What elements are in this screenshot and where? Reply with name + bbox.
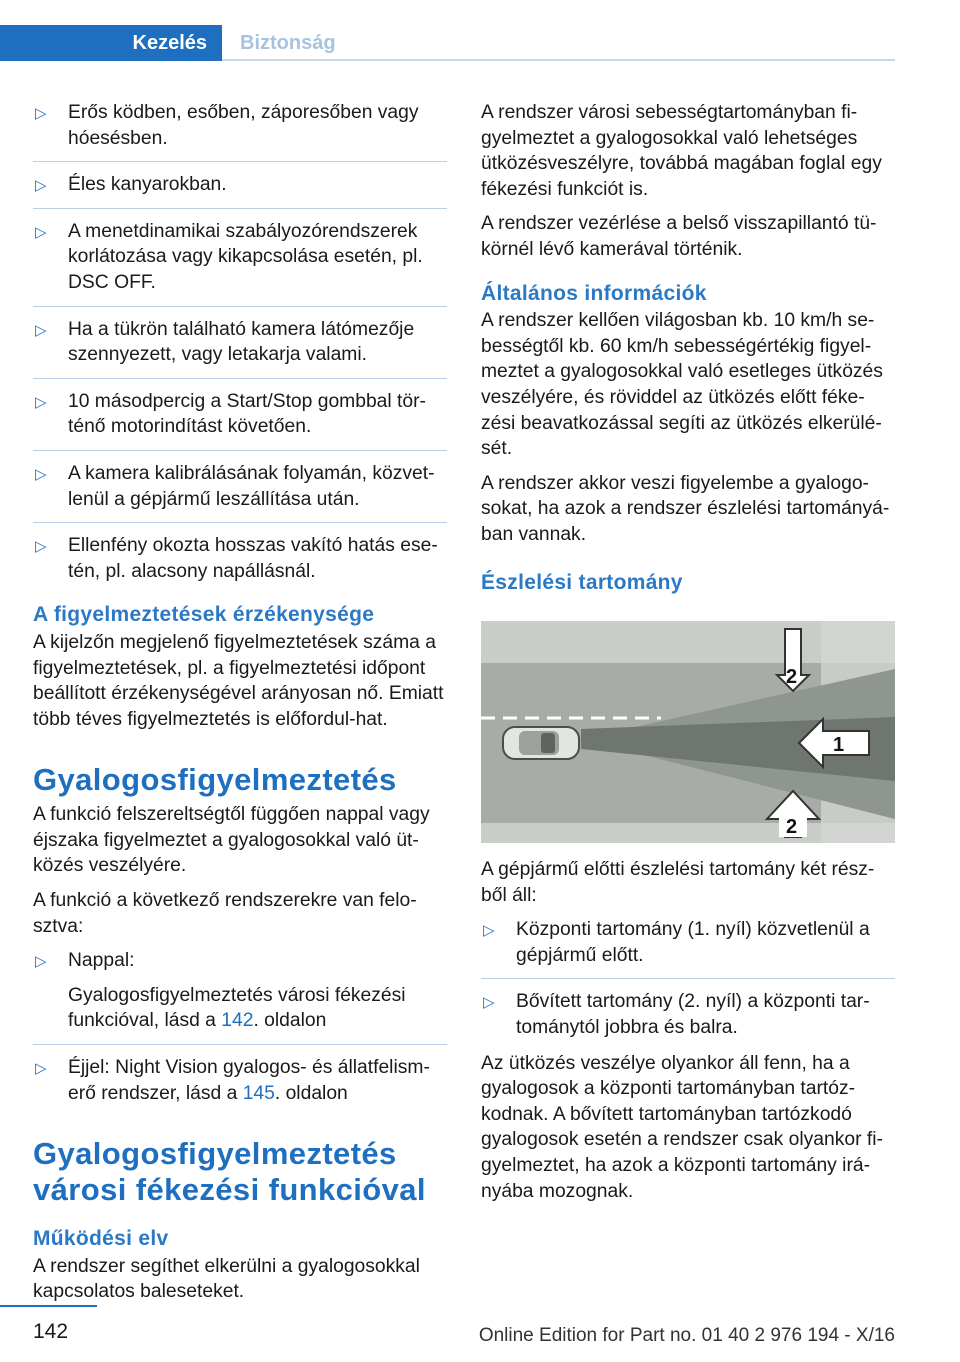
list-item: ▷ Éles kanyarokban. [33,172,447,198]
tab-kezeles[interactable]: Kezelés [0,25,222,61]
triangle-bullet-icon: ▷ [483,922,495,940]
list-item: ▷ Bővített tartomány (2. nyíl) a központi tar-tománytól jobbra és balra. [483,991,870,1039]
list-item-night: ▷ Éjjel: Night Vision gyalogos- és állatfelism-erő rendszer, lásd a 145. oldalon [35,1057,430,1104]
list-item: ▷ Ellenfény okozta hosszas vakító hatás ese-tén, pl. alacsony napállásnál. [35,535,438,582]
heading-city-brake: Gyalogosfigyelmeztetés városi fékezési funkcióval [33,1136,426,1208]
left-column [33,100,447,1314]
page-link-145[interactable]: 145 [242,1082,275,1104]
arrow-side-top-label: 2 [786,666,798,689]
heading-principle: Működési elv [33,1227,169,1251]
paragraph-principle: A rendszer segíthet elkerülni a gyalogosokkal kapcsolatos baleseteket. [33,1255,420,1303]
arrow-center-label: 1 [833,734,845,757]
arrow-side-bottom-label: 2 [786,816,798,839]
triangle-bullet-icon: ▷ [35,1060,47,1078]
paragraph-general: A rendszer kellően világosban kb. 10 km/h se-bességtől kb. 60 km/h sebességértékig figyel-meztet a gyalogosokkal való esetleges ütközés veszélyére, és röviddel az ütközés előtt féke-zési beavatkozással segíti az ütközés elkerülé-sét. [481,310,883,460]
triangle-bullet-icon: ▷ [483,994,495,1012]
header-divider [222,59,895,61]
condition-list [33,100,447,584]
list-item-day: ▷ Nappal: Gyalogosfigyelmeztetés városi fékezési funkcióval, lásd a 142. oldalon [35,950,406,1032]
paragraph-sensitivity: A kijelzőn megjelenő figyelmeztetések száma a figyelmeztetések, pl. a figyelmeztetési időpont beállított érzékenységével arányosan nő. Emiatt több téves figyelmeztetés is előfordul-hat. [33,631,444,730]
triangle-bullet-icon: ▷ [35,321,47,339]
list-item: ▷ A menetdinamikai szabályozórendszerek korlátozása vagy kikapcsolása esetén, pl. DSC OFF. [35,220,423,293]
triangle-bullet-icon: ▷ [35,465,47,483]
page-link-142[interactable]: 142 [221,1010,254,1032]
paragraph-consider: A rendszer akkor veszi figyelembe a gyalogo-sokat, ha azok a rendszer észlelési tartományá-ban vannak. [481,472,890,545]
detection-range-figure [481,621,895,843]
car-icon [503,727,579,759]
paragraph-systems: A funkció a következő rendszerekre van felo-sztva: [33,890,417,937]
range-list [481,917,895,1040]
page-number: 142 [33,1320,69,1343]
edition-note: Online Edition for Part no. 01 40 2 976 194 - X/16 [478,1325,895,1346]
paragraph-function: A funkció felszereltségtől függően nappal vagy éjszaka figyelmeztet a gyalogosokkal való üt-közés veszélyére. [33,804,430,877]
system-list [33,948,447,1106]
right-column [481,100,895,1213]
triangle-bullet-icon: ▷ [35,223,47,241]
heading-detection: Észlelési tartomány [481,570,683,594]
triangle-bullet-icon: ▷ [35,393,47,411]
heading-pedestrian-warning: Gyalogosfigyelmeztetés [33,762,397,798]
paragraph-camera: A rendszer vezérlése a belső visszapillantó tü-körnél lévő kamerával történik. [481,213,877,260]
paragraph-danger: Az ütközés veszélye olyankor áll fenn, ha a gyalogosok a központi tartományban tartóz-kodnak. A bővített tartományban tartózkodó gyalogosok esetén a rendszer csak olyankor fi-gyelmeztet, ha azok a központi tartomány irá-nyába mozognak. [481,1052,883,1202]
triangle-bullet-icon: ▷ [35,953,47,971]
tab-biztonsag[interactable]: Biztonság [240,32,336,54]
header-tabs [0,25,895,61]
heading-sensitivity: A figyelmeztetések érzékenysége [33,603,375,627]
triangle-bullet-icon: ▷ [35,105,47,122]
list-item: ▷ Központi tartomány (1. nyíl) közvetlenül a gépjármű előtt. [483,919,870,966]
footer-accent-line [0,1305,97,1307]
triangle-bullet-icon: ▷ [35,538,47,556]
paragraph-intro: A rendszer városi sebességtartományban fi-gyelmeztet a gyalogosokkal való lehetséges ütközésveszélyre, továbbá magában foglal egy fékezési funkciót is. [481,102,882,200]
paragraph-two-parts: A gépjármű előtti észlelési tartomány két rész-ből áll: [481,859,875,906]
heading-general: Általános információk [481,281,707,305]
list-item: ▷ A kamera kalibrálásának folyamán, közvet-lenül a gépjármű leszállítása után. [35,462,435,510]
list-item: ▷ Ha a tükrön található kamera látómezője szennyezett, vagy letakarja valami. [35,318,415,366]
list-item: ▷ Erős ködben, esőben, záporesőben vagy hóesésben. [35,102,419,149]
list-item: ▷ 10 másodpercig a Start/Stop gombbal tör-ténő motorindítást követően. [35,390,426,438]
triangle-bullet-icon: ▷ [35,177,47,195]
